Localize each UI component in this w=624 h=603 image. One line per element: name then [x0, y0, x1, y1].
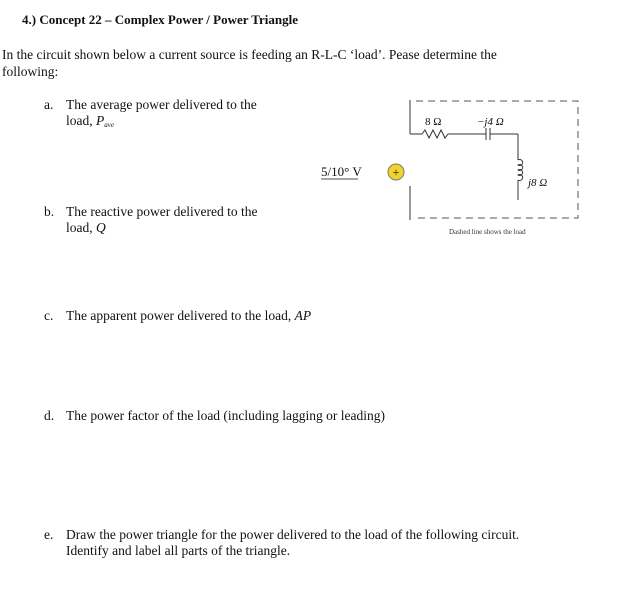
inductor-symbol	[518, 160, 523, 181]
question-c-symbol: AP	[294, 308, 312, 323]
load-note: Dashed line shows the load	[449, 228, 526, 236]
question-e-line-1: Draw the power triangle for the power delivered to the load of the following circuit.	[66, 527, 520, 542]
question-d-text: The power factor of the load (including lagging or leading)	[66, 408, 386, 423]
question-e-letter: e.	[44, 527, 54, 542]
resistor-symbol	[422, 130, 448, 138]
question-b-line-1: The reactive power delivered to the	[66, 204, 258, 219]
question-a-letter: a.	[44, 97, 54, 112]
question-d-letter: d.	[44, 408, 55, 423]
question-a-symbol: P	[96, 113, 105, 128]
question-b-prefix: load,	[66, 220, 96, 235]
question-b-letter: b.	[44, 204, 55, 219]
source-label: 5/10° V	[321, 164, 362, 179]
question-c-letter: c.	[44, 308, 54, 323]
question-a-line-1: The average power delivered to the	[66, 97, 257, 112]
question-c-text: The apparent power delivered to the load,	[66, 308, 295, 323]
capacitor-label: −j4 Ω	[477, 116, 504, 128]
question-a-subscript: ave	[104, 121, 114, 129]
intro-line-2: following:	[2, 64, 59, 79]
inductor-label: j8 Ω	[528, 177, 548, 189]
resistor-label: 8 Ω	[425, 116, 442, 128]
question-b-symbol: Q	[96, 220, 106, 235]
problem-title: 4.) Concept 22 – Complex Power / Power Triangle	[22, 12, 298, 27]
question-a-prefix: load,	[66, 113, 96, 128]
intro-line-1: In the circuit shown below a current source is feeding an R-L-C ‘load’. Pease determine the	[2, 47, 497, 62]
question-e-line-2: Identify and label all parts of the triangle.	[66, 543, 291, 558]
source-polarity: +	[392, 165, 400, 179]
